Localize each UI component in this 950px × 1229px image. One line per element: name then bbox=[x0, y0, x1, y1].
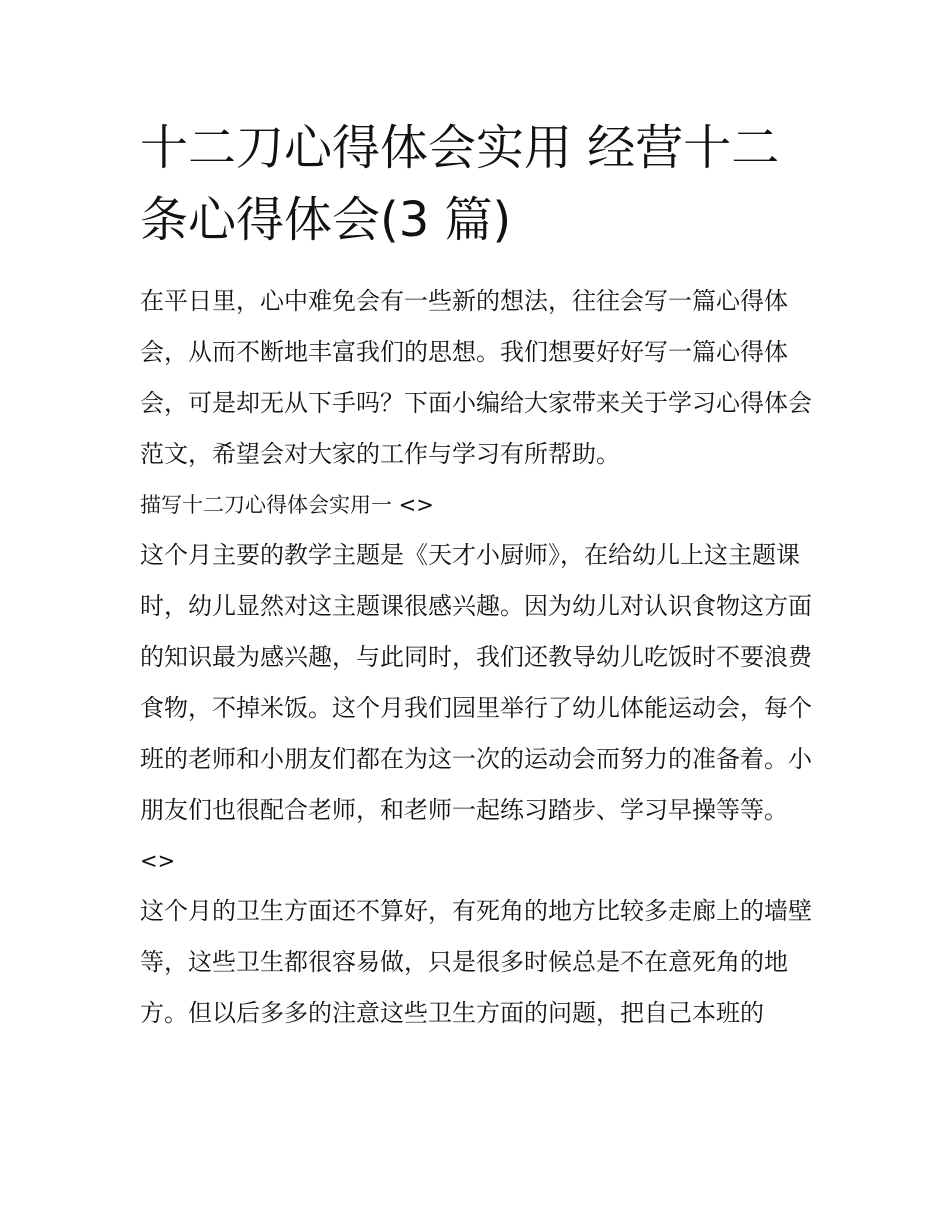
body-paragraph-1: 这个月主要的教学主题是《天才小厨师》，在给幼儿上这主题课时，幼儿显然对这主题课很感兴趣。因为幼儿对认识食物这方面的知识最为感兴趣，与此同时，我们还教导幼儿吃饭时不要浪费食物，不掉米饭。这个月我们园里举行了幼儿体能运动会，每个班的老师和小朋友们都在为这一次的运动会而努力的准备着。小朋友们也很配合老师，和老师一起练习踏步、学习早操等等。 bbox=[140, 541, 812, 824]
document-body bbox=[140, 276, 815, 1039]
intro-paragraph: 在平日里，心中难免会有一些新的想法，往往会写一篇心得体会，从而不断地丰富我们的思想。我们想要好好写一篇心得体会，可是却无从下手吗？下面小编给大家带来关于学习心得体会范文，希望会对大家的工作与学习有所帮助。 bbox=[140, 287, 812, 468]
separator-marker: <> bbox=[140, 849, 176, 873]
section-heading: 描写十二刀心得体会实用一 <> bbox=[140, 493, 434, 517]
body-paragraph-2: 这个月的卫生方面还不算好，有死角的地方比较多走廊上的墙壁等，这些卫生都很容易做，只是很多时候总是不在意死角的地方。但以后多多的注意这些卫生方面的问题，把自己本班的 bbox=[140, 897, 812, 1027]
document-title: 十二刀心得体会实用 经营十二条心得体会(3 篇) bbox=[140, 120, 780, 248]
